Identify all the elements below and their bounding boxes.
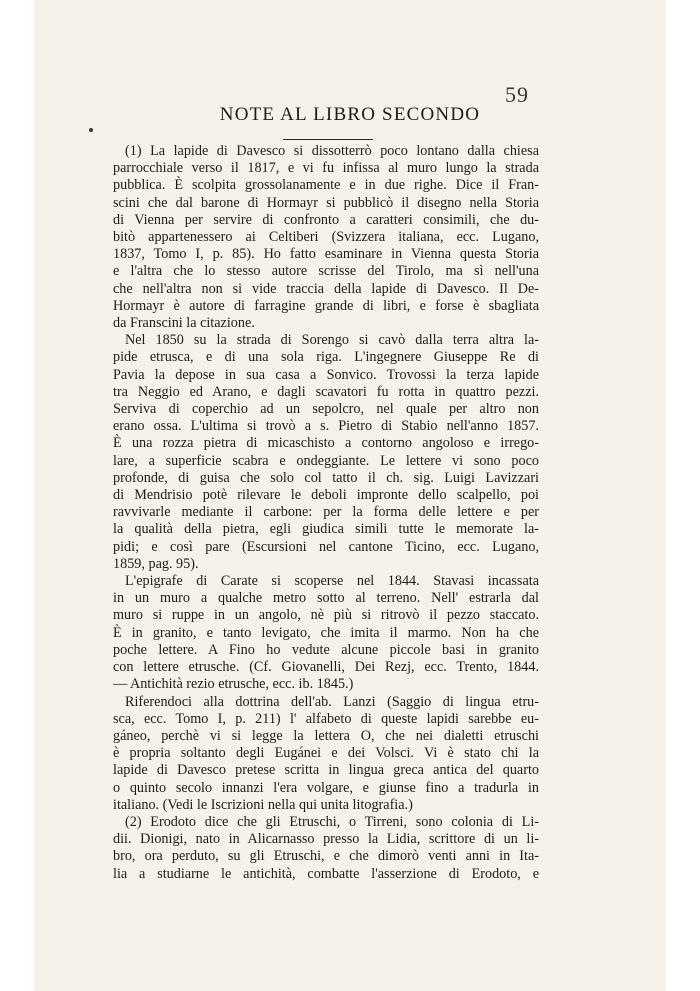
text-line: poche lettere. A Fino ho vedute alcune piccole basi in granito [113,641,539,658]
text-line: Nel 1850 su la strada di Sorengo si cavò dalla terra altra la- [125,332,539,349]
text-line: che nell'altra non si vide traccia della lapide di Davesco. Il De- [113,280,539,297]
text-line: — Antichità rezio etrusche, ecc. ib. 1845.) [113,676,354,693]
text-line: con lettere etrusche. (Cf. Giovanelli, Dei Rezj, ecc. Trento, 1844. [113,659,539,676]
text-line: profonde, di guisa che solo col tatto il ch. sig. Luigi Lavizzari [113,469,539,486]
text-line: e l'altra che lo stesso autore scrisse del Tirolo, ma sì nell'una [113,263,539,280]
text-line: pide etrusca, e di una sola riga. L'ingegnere Giuseppe Re di [113,349,539,366]
text-line: Pavia la depose in sua casa a Sonvico. Trovossi la terza lapide [113,366,539,383]
text-line: (2) Erodoto dice che gli Etruschi, o Tirreni, sono colonia di Li- [125,813,539,830]
text-line: È in granito, e tanto levigato, che imita il marmo. Non ha che [113,624,539,641]
text-line: Hormayr è autore di farragine grande di libri, e forse è sbagliata [113,297,539,314]
text-line: scini che dal barone di Hormayr si pubblicò il disegno nella Storia [113,194,539,211]
notes-body [113,143,539,883]
text-line: ravvivarle mediante il carbone: per la forma delle lettere e per [113,504,539,521]
text-line: gáneo, perchè vi si legge la lettera O, che nei dialetti etruschi [113,727,539,744]
text-line: di Vienna per servire di confronto a caratteri consimili, che du- [113,211,539,228]
text-line: muro si ruppe in un angolo, nè più si ritrovò il pezzo staccato. [113,607,539,624]
text-line: bitò appartenessero ai Celtiberi (Svizzera italiana, ecc. Lugano, [113,229,539,246]
text-line: di Mendrisio potè rilevare le deboli impronte dello scalpello, poi [113,487,539,504]
text-line: italiano. (Vedi le Iscrizioni nella qui unita litografia.) [113,796,413,813]
text-line: la qualità della pietra, egli giudica simili tutte le memorate la- [113,521,539,538]
section-heading: NOTE AL LIBRO SECONDO [219,104,481,125]
text-line: tra Neggio ed Arano, e dagli scavatori fu rotta in quattro pezzi. [113,383,539,400]
text-line: L'epigrafe di Carate si scoperse nel 1844. Stavasi incassata [125,573,539,590]
text-line: Riferendoci alla dottrina dell'ab. Lanzi (Saggio di lingua etru- [125,693,539,710]
text-line: pidi; e così pare (Escursioni nel cantone Ticino, ecc. Lugano, [113,538,539,555]
text-line: in un muro a qualche metro sotto al terreno. Nell' estrarla dal [113,590,539,607]
text-line: o quinto secolo innanzi l'era volgare, e giunse fino a tradurla in [113,779,539,796]
text-line: dii. Dionigi, nato in Alicarnasso presso la Lidia, scrittore di un li- [113,831,539,848]
text-line: erano ossa. L'ultima si trovò a s. Pietro di Stabio nell'anno 1857. [113,418,539,435]
margin-mark [89,128,93,132]
text-line: È una rozza pietra di micaschisto a contorno angoloso e irrego- [113,435,539,452]
text-line: 1859, pag. 95). [113,555,199,572]
text-line: Serviva di coperchio ad un sepolcro, nel quale per altro non [113,401,539,418]
text-line: lapide di Davesco pretese scritta in lingua greca antica del quarto [113,762,539,779]
text-line: (1) La lapide di Davesco si dissotterrò poco lontano dalla chiesa [125,143,539,159]
text-line: pubblica. È scolpita grossolanamente e in due righe. Dice il Fran- [113,177,539,194]
heading-rule [283,139,373,140]
page-number: 59 [505,82,529,107]
text-line: è propria soltanto degli Eugánei e dei Volsci. Vi è stato chi la [113,745,539,762]
text-line: bro, ora perduto, su gli Etruschi, e che dimorò venti anni in Ita- [113,848,539,865]
text-line: sca, ecc. Tomo I, p. 211) l' alfabeto di queste lapidi sarebbe eu- [113,710,539,727]
text-line: 1837, Tomo I, p. 85). Ho fatto esaminare in Vienna questa Storia [113,246,539,263]
text-line: parrocchiale verso il 1817, e vi fu infissa al muro lungo la strada [113,160,539,177]
text-line: lare, a superficie scabra e ondeggiante. Le lettere vi sono poco [113,452,539,469]
text-line: lia a studiarne le antichità, combatte l'asserzione di Erodoto, e [113,865,539,882]
text-line: da Franscini la citazione. [113,315,255,332]
